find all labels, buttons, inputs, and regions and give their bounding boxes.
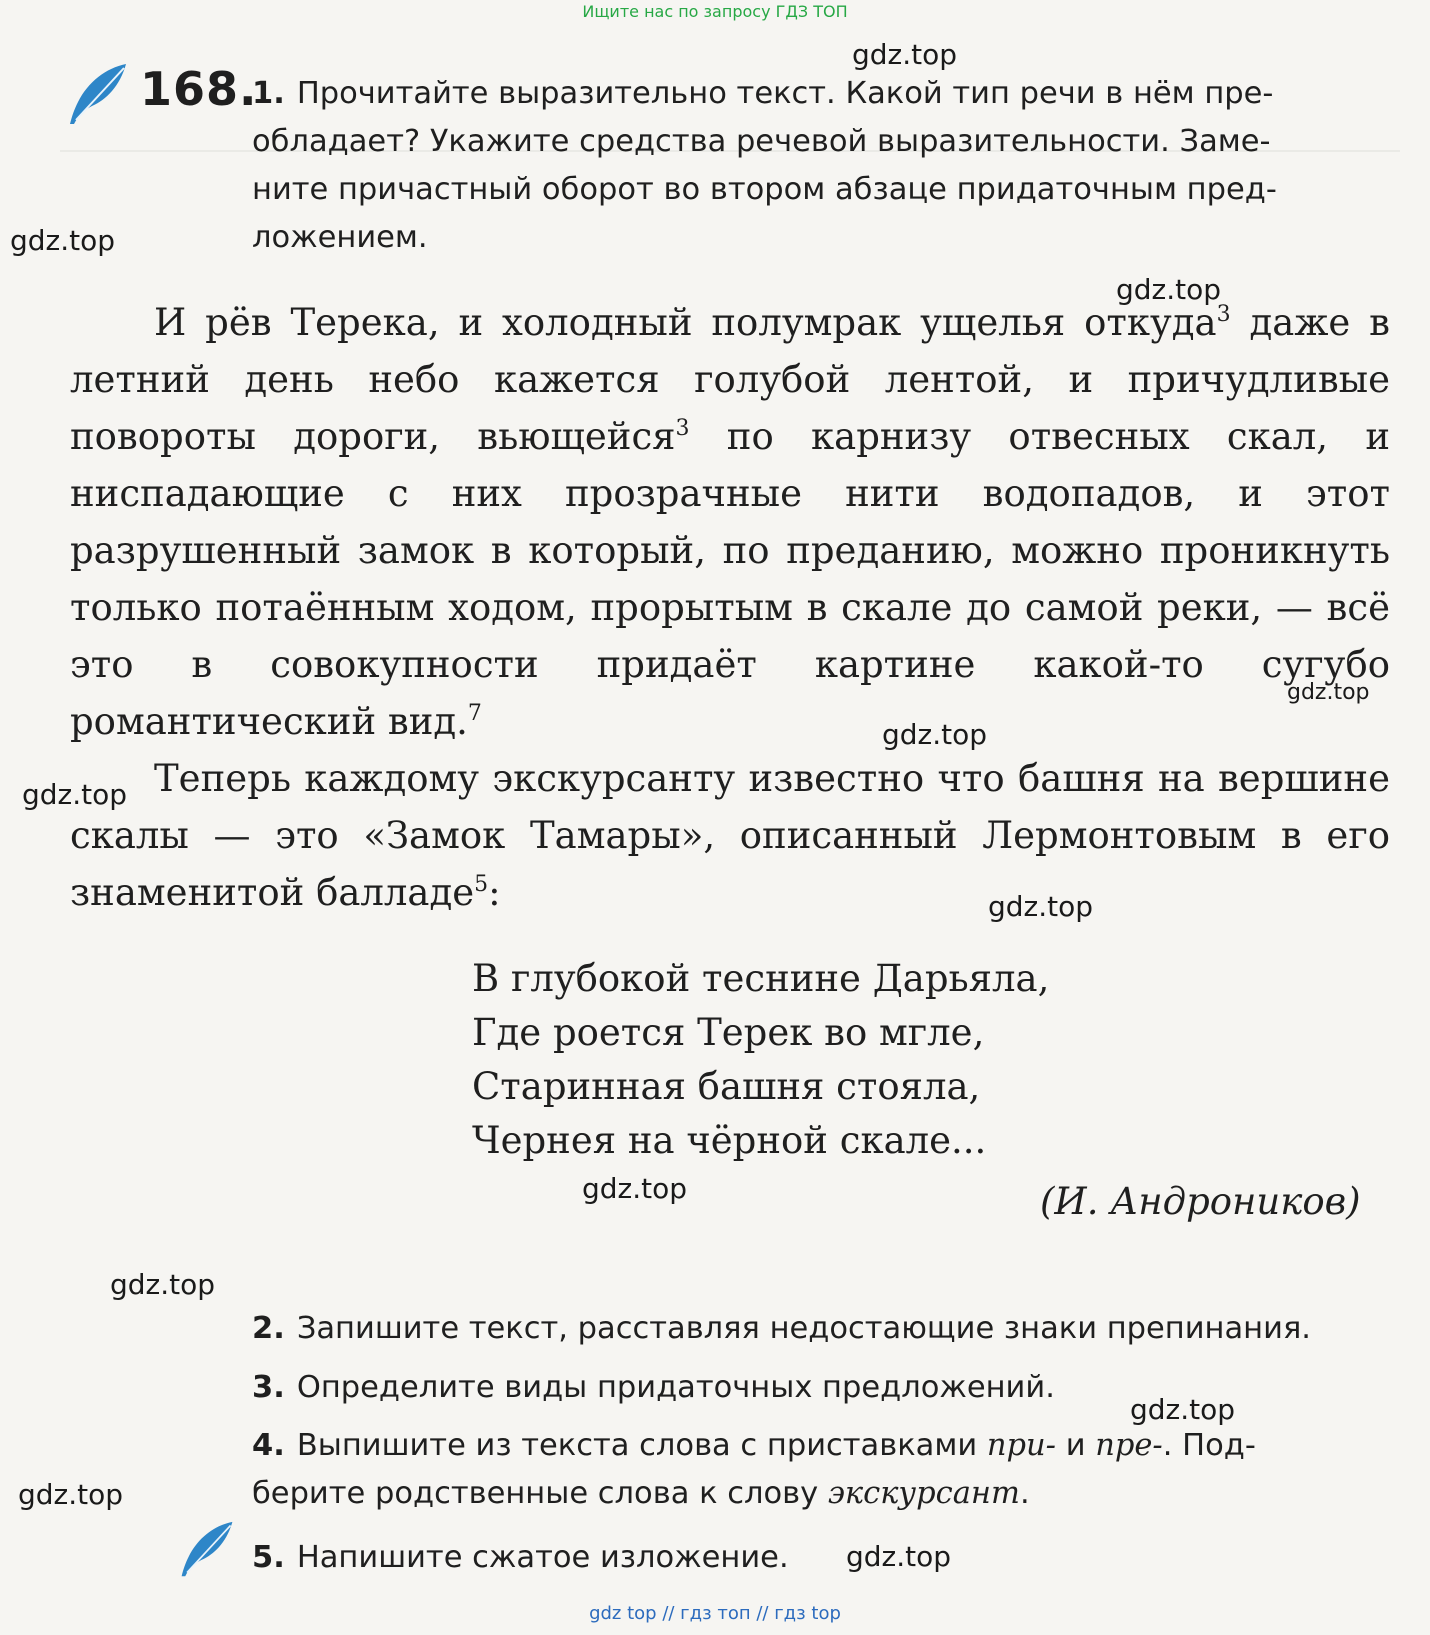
poem-line: Чернея на чёрной скале...	[472, 1119, 987, 1162]
main-text	[70, 294, 1390, 921]
prefix-pri: при-	[986, 1428, 1056, 1463]
task-2-number: 2.	[252, 1311, 285, 1346]
task-1-line-2: обладает? Укажите средства речевой выразительности. Заме-	[252, 124, 1271, 159]
task-4-text-b: . Под-	[1162, 1428, 1256, 1463]
task-3-text: Определите виды придаточных предложений.	[296, 1370, 1055, 1405]
watermark: gdz.top	[988, 890, 1094, 923]
task-4-and: и	[1056, 1428, 1096, 1463]
word-ekskursant: экскурсант	[827, 1476, 1020, 1511]
prefix-pre: пре-	[1095, 1428, 1163, 1463]
watermark: gdz.top	[582, 1172, 688, 1205]
watermark: gdz.top	[22, 778, 128, 811]
task-1-number: 1.	[252, 76, 285, 111]
feather-icon	[66, 62, 130, 126]
watermark: gdz.top	[846, 1540, 952, 1573]
watermark: gdz.top	[1130, 1393, 1236, 1426]
task-4-number: 4.	[252, 1428, 285, 1463]
paragraph-1	[70, 294, 1390, 750]
header-note[interactable]: Ищите нас по запросу ГДЗ ТОП	[582, 2, 848, 21]
task-1-line-3: ните причастный оборот во втором абзаце придаточным пред-	[252, 172, 1277, 207]
task-1-line-4: ложением.	[252, 220, 428, 255]
task-3	[252, 1364, 1055, 1412]
poem-line: В глубокой теснине Дарьяла,	[472, 957, 1050, 1000]
task-4-text-c: берите родственные слова к слову	[252, 1476, 828, 1511]
task-4-text-a: Выпишите из текста слова с приставками	[296, 1428, 987, 1463]
p1-sup-3: 7	[467, 701, 482, 726]
paragraph-2	[70, 750, 1390, 921]
poem-line: Где роется Терек во мгле,	[472, 1011, 985, 1054]
watermark: gdz.top	[110, 1268, 216, 1301]
task-2	[252, 1305, 1311, 1353]
watermark: gdz.top	[852, 38, 958, 71]
task-5	[252, 1534, 789, 1582]
watermark: gdz.top	[1287, 680, 1370, 705]
task-1-line-1: Прочитайте выразительно текст. Какой тип речи в нём пре-	[296, 76, 1274, 111]
poem-line: Старинная башня стояла,	[472, 1065, 981, 1108]
exercise-number: 168.	[140, 62, 258, 116]
watermark: gdz.top	[1116, 273, 1222, 306]
watermark: gdz.top	[18, 1478, 124, 1511]
task-1	[252, 70, 1277, 262]
task-2-text: Запишите текст, расставляя недостающие знаки препинания.	[296, 1311, 1311, 1346]
p1-sup-1: 3	[1216, 302, 1231, 327]
p2-sup: 5	[474, 872, 489, 897]
task-5-text: Напишите сжатое изложение.	[296, 1540, 789, 1575]
p2-part-b: :	[488, 871, 501, 914]
p1-sup-2: 3	[675, 416, 690, 441]
p1-part-c: по карнизу отвесных скал, и ниспадающие с них прозрачные нити водопадов, и этот разрушенный замок в который, по преданию, можно проникнуть только потаённым ходом, прорытым в скале до самой реки, — всё это в совокупности придаёт картине какой-то сугубо романтический вид.	[70, 415, 1390, 743]
watermark: gdz.top	[10, 224, 116, 257]
task-3-number: 3.	[252, 1370, 285, 1405]
footer-note[interactable]: gdz top // гдз топ // гдз top	[589, 1603, 841, 1624]
feather-icon	[178, 1520, 236, 1578]
p1-part-b: даже в летний день небо кажется голубой лентой, и причудливые повороты дороги, вьющейся	[70, 301, 1390, 458]
task-5-number: 5.	[252, 1540, 285, 1575]
p2-part-a: Теперь каждому экскурсанту известно что башня на вершине скалы — это «Замок Тамары», описанный Лермонтовым в его знаменитой балладе	[70, 757, 1390, 914]
watermark: gdz.top	[882, 718, 988, 751]
task-4-period: .	[1019, 1476, 1030, 1511]
task-4	[252, 1422, 1256, 1518]
author: (И. Андроников)	[1040, 1180, 1361, 1223]
poem	[472, 952, 1049, 1168]
p1-part-a: И рёв Терека, и холодный полумрак ущелья откуда	[154, 301, 1217, 344]
